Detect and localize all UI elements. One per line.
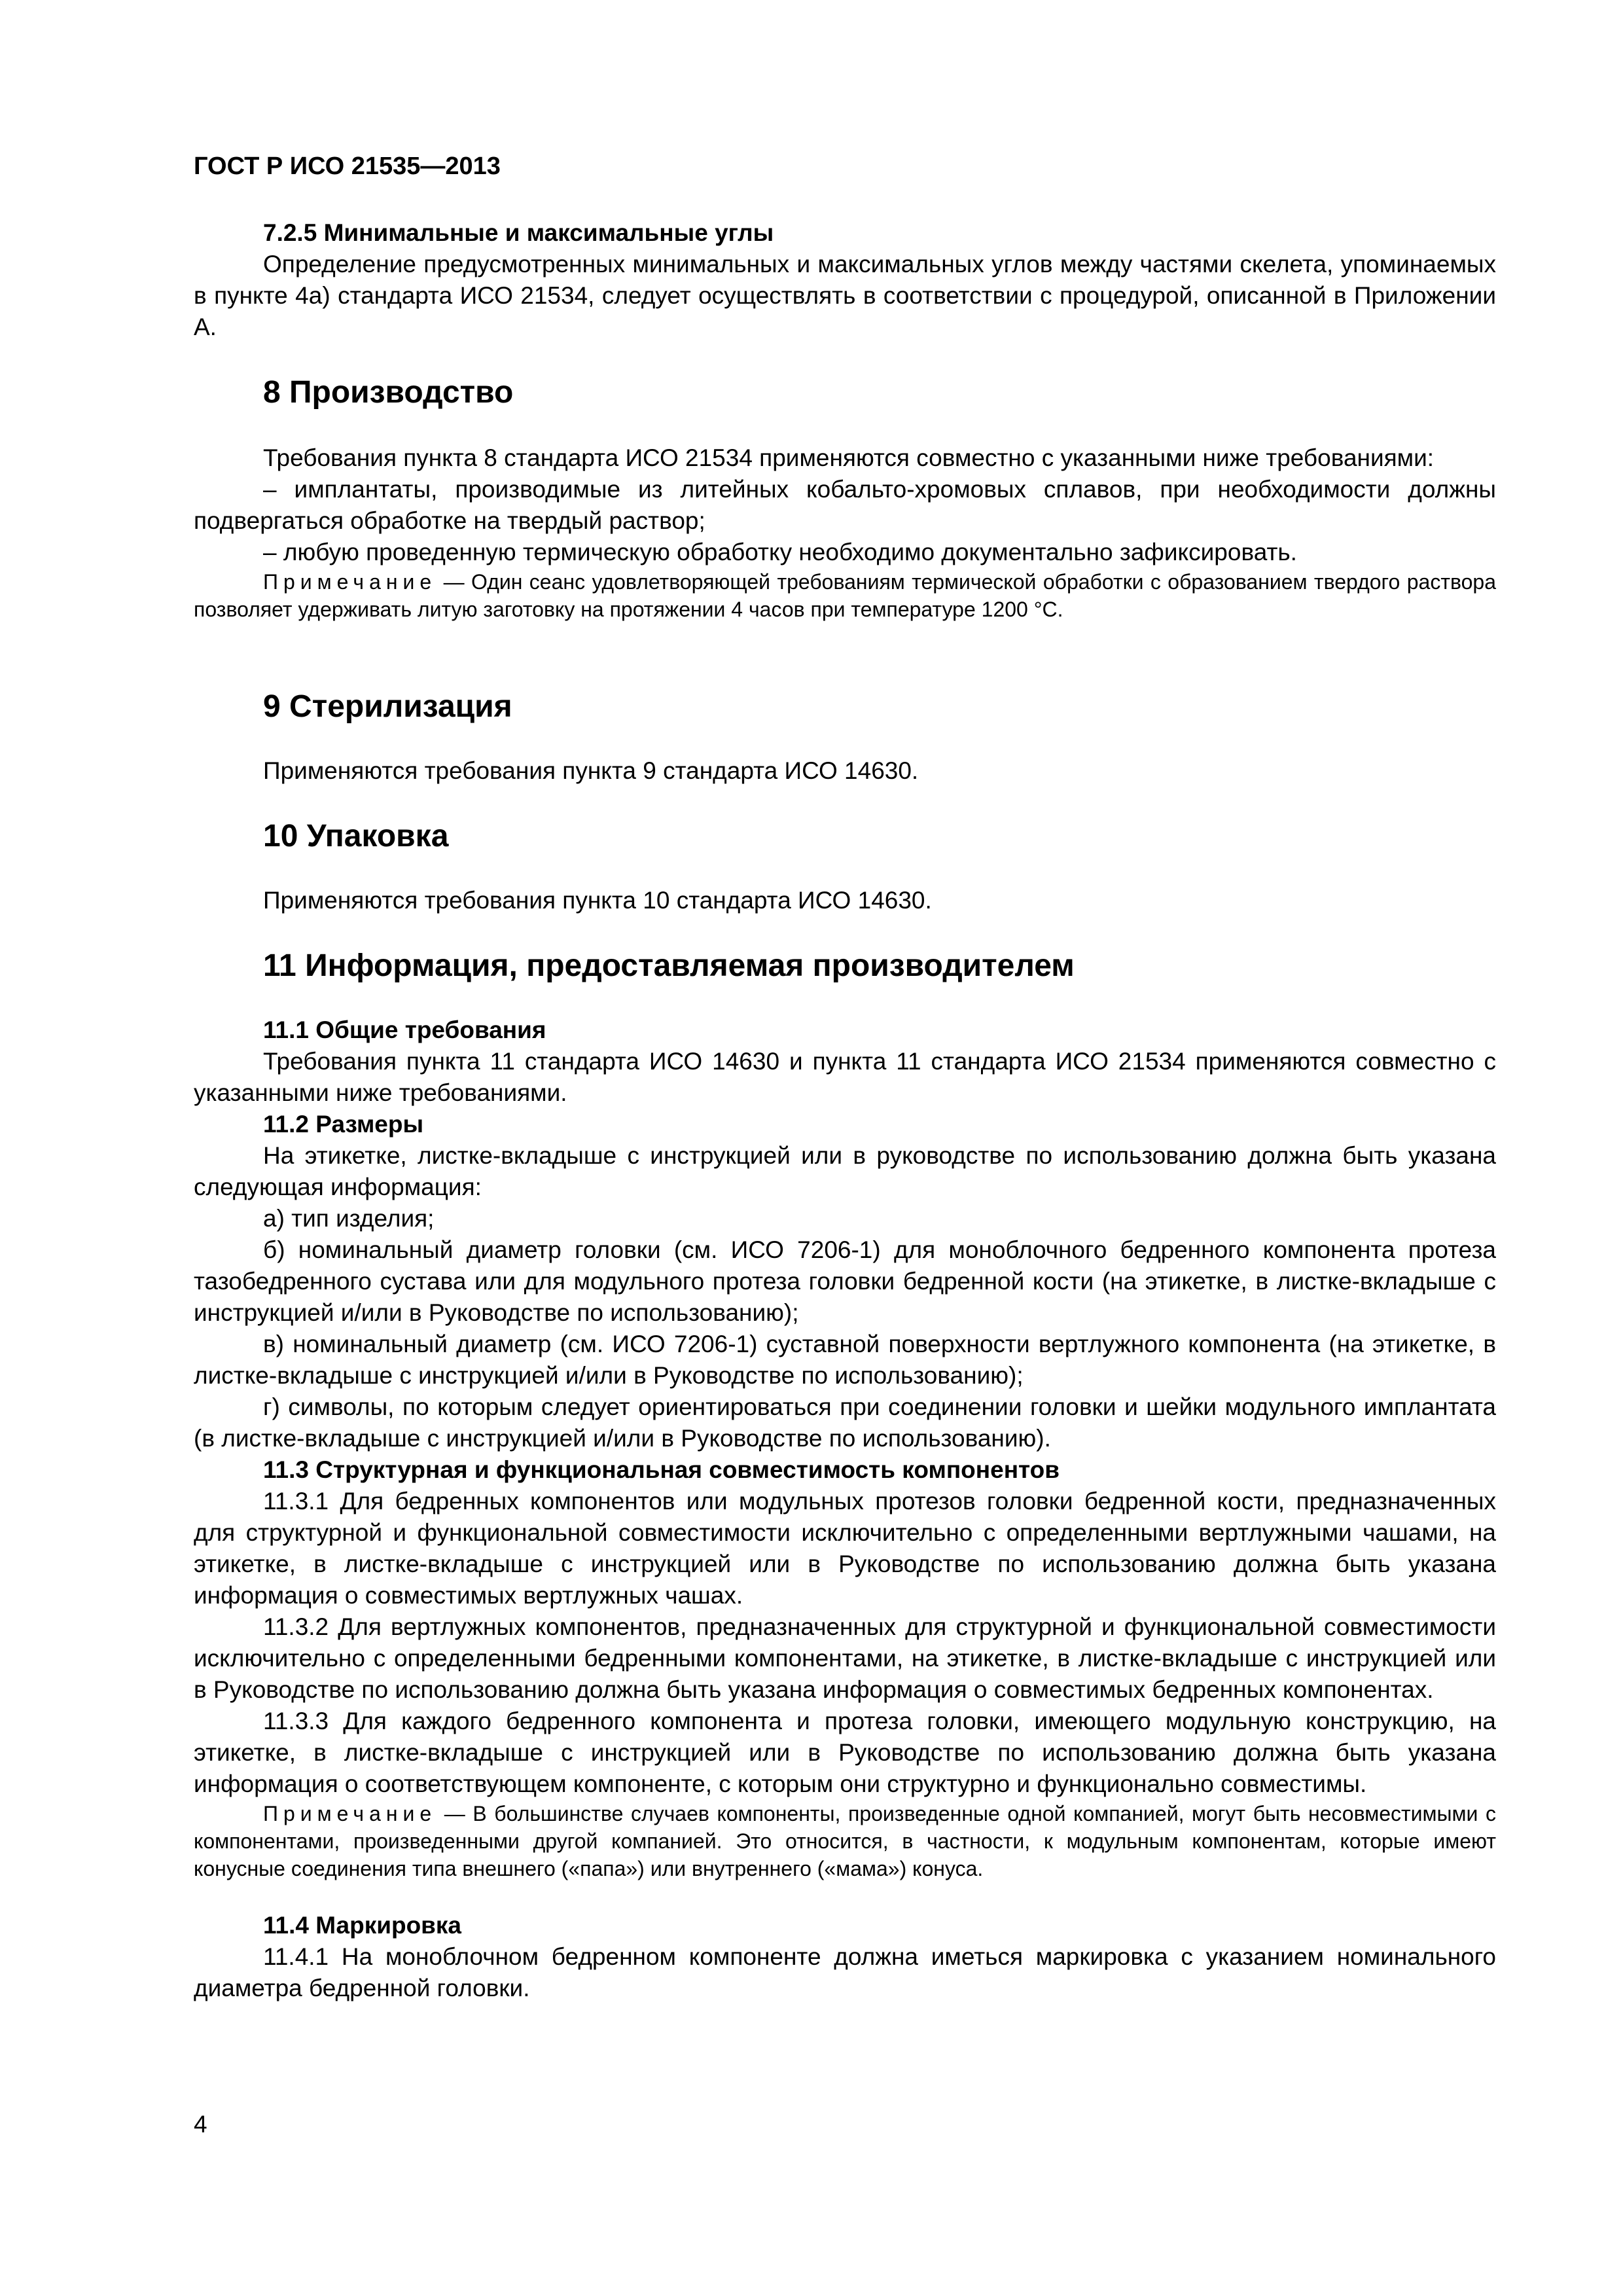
note [194,1800,1496,1882]
paragraph: 11.3.2 Для вертлужных компонентов, предназначенных для структурной и функциональной совместимости исключительно с определенными бедренными компонентами, на этикетке, в листке-вкладыше с инструкцией или в Руководстве по использованию должна быть указана информация о совместимых бедренных компонентах. [194,1613,1496,1703]
section-title: 9 Стерилизация [263,689,512,724]
standard-header: ГОСТ Р ИСО 21535—2013 [194,152,501,180]
section-title: 10 Упаковка [263,819,449,853]
paragraph: Применяются требования пункта 9 стандарта ИСО 14630. [263,757,919,784]
list-item: – любую проведенную термическую обработку необходимо документально зафиксировать. [263,539,1297,565]
paragraph: Требования пункта 8 стандарта ИСО 21534 применяются совместно с указанными ниже требованиями: [263,444,1435,471]
page-number: 4 [194,2111,207,2138]
paragraph: Требования пункта 11 стандарта ИСО 14630 и пункта 11 стандарта ИСО 21534 применяются совместно с указанными ниже требованиями. [194,1048,1496,1106]
section-9 [194,687,1496,726]
subsection-title: 11.2 Размеры [263,1111,424,1138]
subsection-title: 11.3 Структурная и функциональная совместимость компонентов [263,1456,1060,1483]
section-9-body [194,755,1496,787]
subsection-title: 7.2.5 Минимальные и максимальные углы [263,219,774,246]
subsection-title: 11.4 Маркировка [263,1912,462,1939]
info-list [194,1203,1496,1454]
section-8-body [194,442,1496,623]
paragraph: 11.3.1 Для бедренных компонентов или модульных протезов головки бедренной кости, предназначенных для структурной и функциональной совместимости исключительно с определенными вертлужными чашами, на этикетке, в листке-вкладыше с инструкцией или в Руководстве по использованию должна быть указана информация о совместимых вертлужных чашах. [194,1488,1496,1609]
paragraph: 11.4.1 На моноблочном бедренном компоненте должна иметься маркировка с указанием номинального диаметра бедренной головки. [194,1943,1496,2001]
list-item: в) номинальный диаметр (см. ИСО 7206-1) суставной поверхности вертлужного компонента (на этикетке, в листке-вкладыше с инструкцией и/или в Руководстве по использованию); [194,1331,1496,1389]
note-text: — Один сеанс удовлетворяющей требованиям термической обработки с образованием твердого раствора позволяет удерживать литую заготовку на протяжении 4 часов при температуре 1200 °С. [194,570,1496,621]
list-item: б) номинальный диаметр головки (см. ИСО 7206-1) для моноблочного бедренного компонента протеза тазобедренного сустава или для модульного протеза головки бедренной кости (на этикетке, в листке-вкладыше с инструкцией и/или в Руководстве по использованию); [194,1236,1496,1326]
note-label: Примечание [263,1802,437,1825]
list-item: г) символы, по которым следует ориентироваться при соединении головки и шейки модульного имплантата (в листке-вкладыше с инструкцией и/или в Руководстве по использованию). [194,1393,1496,1452]
requirements-list [194,474,1496,568]
note-label: Примечание [263,570,437,594]
list-item: а) тип изделия; [263,1205,435,1232]
section-title: 8 Производство [263,375,514,410]
paragraph: 11.3.3 Для каждого бедренного компонента и протеза головки, имеющего модульную конструкцию, на этикетке, в листке-вкладыше с инструкцией или в Руководстве по использованию должна быть указана информация о соответствующем компоненте, с которым они структурно и функционально совместимы. [194,1708,1496,1797]
paragraph: Применяются требования пункта 10 стандарта ИСО 14630. [263,887,932,914]
section-7-2-5 [194,217,1496,343]
section-11 [194,946,1496,986]
note-text: — В большинстве случаев компоненты, произведенные одной компанией, могут быть несовместимыми с компонентами, произведенными другой компанией. Это относится, в частности, к модульным компонентам, которые имеют конусные соединения типа внешнего («папа») или внутреннего («мама») конуса. [194,1802,1496,1880]
subsection-title: 11.1 Общие требования [263,1016,546,1043]
list-item: – имплантаты, производимые из литейных кобальто-хромовых сплавов, при необходимости должны подвергаться обработке на твердый раствор; [194,476,1496,534]
section-10 [194,817,1496,856]
paragraph: Определение предусмотренных минимальных и максимальных углов между частями скелета, упоминаемых в пункте 4а) стандарта ИСО 21534, следует осуществлять в соответствии с процедурой, описанной в Приложении А. [194,251,1496,340]
section-11-body [194,1014,1496,2004]
section-8 [194,373,1496,412]
section-title: 11 Информация, предоставляемая производителем [263,948,1075,983]
note [194,568,1496,623]
paragraph: На этикетке, листке-вкладыше с инструкцией или в руководстве по использованию должна быть указана следующая информация: [194,1142,1496,1200]
section-10-body [194,885,1496,916]
